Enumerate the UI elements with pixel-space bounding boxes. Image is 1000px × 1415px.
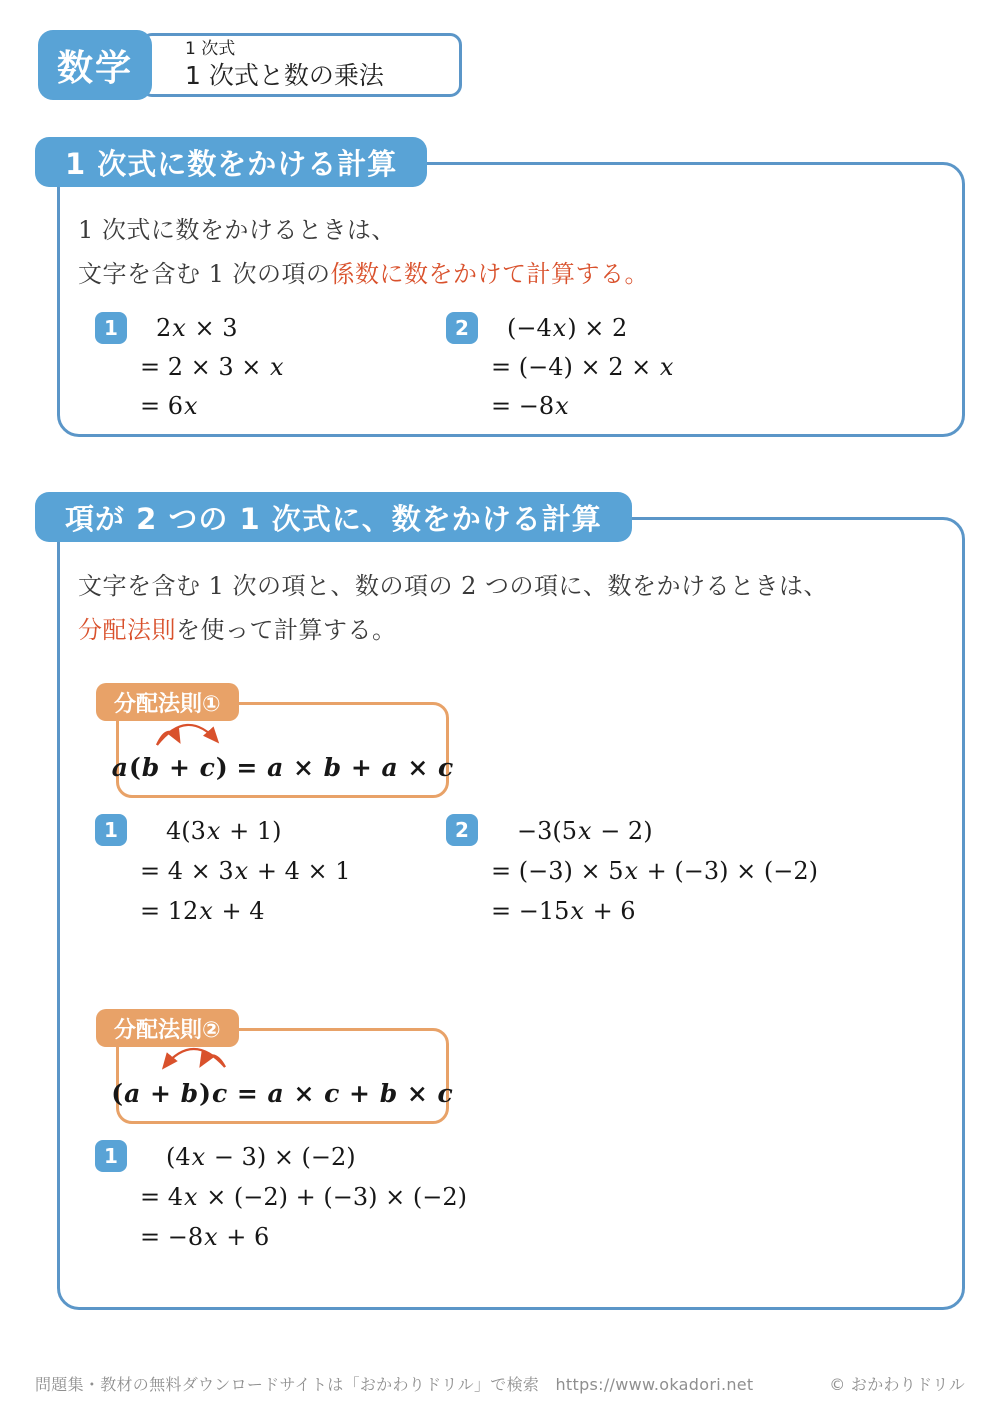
math-step-1: = 2 × 3 × x	[140, 353, 284, 381]
footer	[35, 1372, 965, 1395]
math-expression: 4(3x + 1)	[166, 817, 282, 845]
law-1-examples	[95, 811, 942, 931]
intro-line-2-highlight: 分配法則	[78, 616, 176, 644]
example-number-badge: 1	[95, 814, 127, 846]
page-title: 1 次式と数の乗法	[185, 61, 384, 91]
example-number-badge: 1	[95, 312, 127, 344]
math-step-2: = −15x + 6	[491, 897, 636, 925]
subject-badge: 数学	[38, 30, 152, 100]
section-1-intro	[78, 208, 942, 296]
intro-line-1: 1 次式に数をかけるときは、	[78, 216, 396, 244]
distributive-law-1	[78, 683, 942, 798]
math-expression: (−4x) × 2	[507, 314, 628, 342]
math-step-1: = (−4) × 2 × x	[491, 353, 674, 381]
example-number-badge: 1	[95, 1140, 127, 1172]
example-1	[95, 309, 446, 426]
math-step-1: = 4x × (−2) + (−3) × (−2)	[140, 1183, 467, 1211]
distributive-law-1-formula: a(b + c) = a × b + a × c	[111, 753, 454, 782]
example-1-work	[140, 309, 285, 426]
distributive-law-1-label: 分配法則①	[96, 683, 239, 721]
math-step-2: = 6x	[140, 392, 198, 420]
math-step-2: = −8x	[491, 392, 569, 420]
distributive-law-2-formula: (a + b)c = a × c + b × c	[111, 1079, 453, 1108]
lesson-title-box	[140, 33, 462, 97]
math-step-2: = −8x + 6	[140, 1223, 270, 1251]
math-step-2: = 12x + 4	[140, 897, 265, 925]
example-number-badge: 2	[446, 312, 478, 344]
example-1-work	[140, 1137, 467, 1257]
distributive-law-2-label: 分配法則②	[96, 1009, 239, 1047]
example-2-work	[491, 309, 674, 426]
section-1-panel	[57, 162, 965, 437]
example-2	[446, 309, 674, 426]
section-2-heading: 項が 2 つの 1 次式に、数をかける計算	[35, 492, 632, 542]
intro-line-2-plain: 文字を含む 1 次の項の	[78, 260, 331, 288]
example-1	[95, 1137, 467, 1257]
section-1-examples	[95, 309, 942, 426]
section-1-heading: 1 次式に数をかける計算	[35, 137, 427, 187]
example-number-badge: 2	[446, 814, 478, 846]
math-expression: 2x × 3	[156, 314, 238, 342]
example-2	[446, 811, 818, 931]
distributive-law-2	[78, 1009, 942, 1124]
intro-line-1: 文字を含む 1 次の項と、数の項の 2 つの項に、数をかけるときは、	[78, 572, 829, 600]
footer-copyright: © おかわりドリル	[829, 1375, 965, 1394]
math-expression: −3(5x − 2)	[517, 817, 653, 845]
example-1-work	[140, 811, 350, 931]
section-2-panel	[57, 517, 965, 1310]
example-2-work	[491, 811, 818, 931]
example-1	[95, 811, 446, 931]
math-step-1: = 4 × 3x + 4 × 1	[140, 857, 351, 885]
math-expression: (4x − 3) × (−2)	[166, 1143, 356, 1171]
section-2-intro	[78, 564, 942, 652]
math-step-1: = (−3) × 5x + (−3) × (−2)	[491, 857, 818, 885]
law-2-examples	[95, 1137, 942, 1257]
unit-label: 1 次式	[185, 39, 236, 60]
footer-site-note: 問題集・教材の無料ダウンロードサイトは「おかわりドリル」で検索 https://www.okadori.net	[35, 1375, 754, 1394]
intro-line-2-highlight: 係数に数をかけて計算する。	[330, 260, 650, 288]
intro-line-2-plain: を使って計算する。	[176, 616, 397, 644]
